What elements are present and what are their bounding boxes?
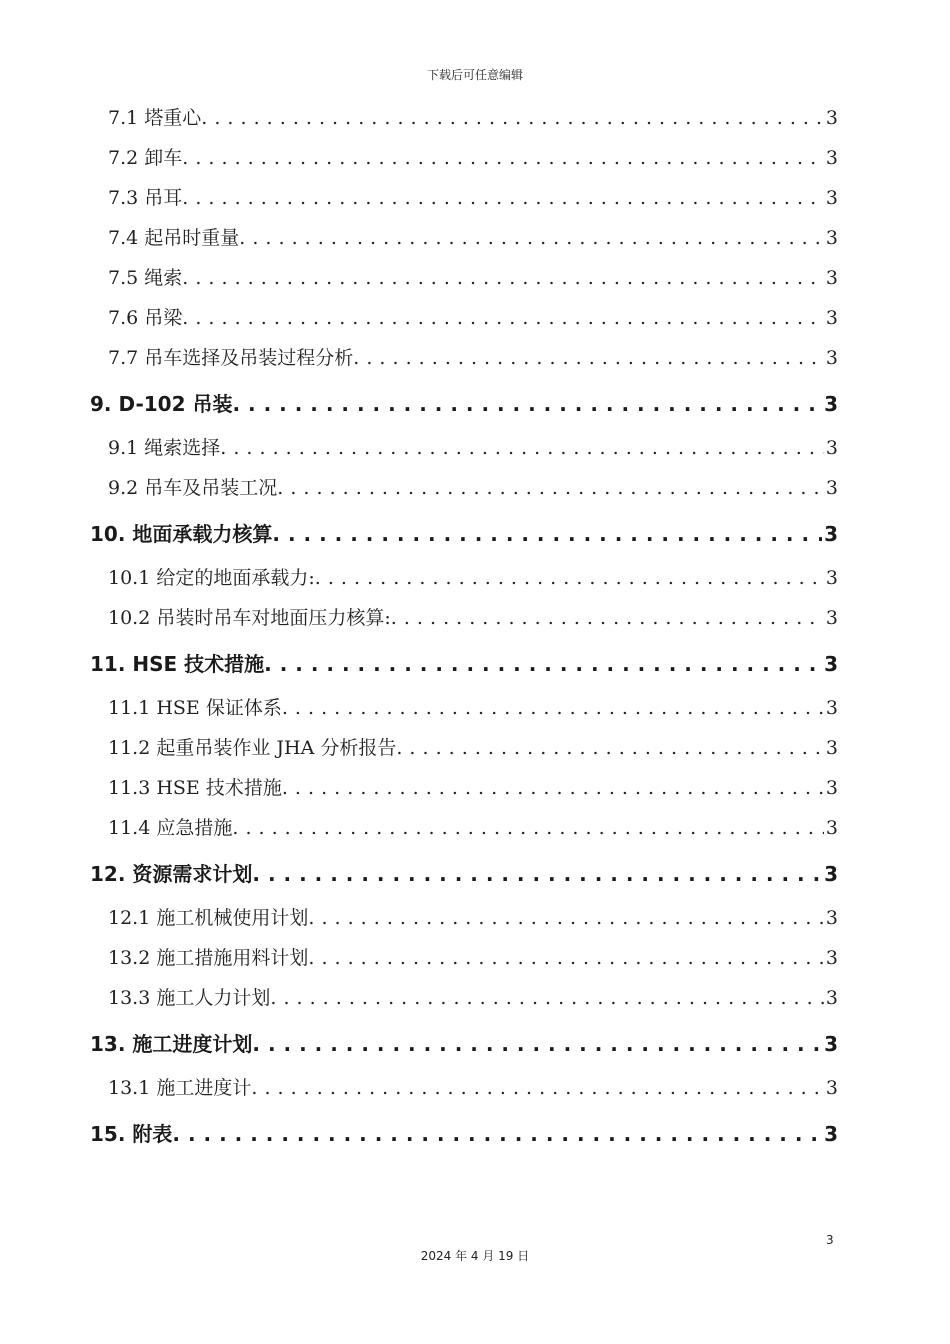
toc-entry-label: 11.2 起重吊装作业 JHA 分析报告 (108, 737, 397, 759)
toc-entry-label: 9.2 吊车及吊装工况 (108, 477, 278, 499)
toc-entry-page: 3 (825, 437, 838, 459)
toc-leader-dots (308, 898, 824, 938)
toc-entry-label: 13.1 施工进度计 (108, 1077, 252, 1099)
toc-subentry[interactable] (90, 938, 838, 978)
toc-leader-dots (391, 598, 824, 638)
toc-subentry[interactable] (90, 298, 838, 338)
toc-entry-page: 3 (824, 522, 838, 546)
toc-leader-dots (308, 938, 824, 978)
toc-entry-page: 3 (825, 1077, 838, 1099)
toc-heading-entry[interactable] (90, 642, 838, 686)
toc-entry-label: 13.2 施工措施用料计划 (108, 947, 309, 969)
toc-leader-dots (272, 512, 822, 556)
toc-entry-page: 3 (824, 1032, 838, 1056)
toc-subentry[interactable] (90, 98, 838, 138)
toc-entry-page: 3 (824, 862, 838, 886)
toc-entry-page: 3 (825, 267, 838, 289)
toc-subentry[interactable] (90, 428, 838, 468)
toc-leader-dots (396, 728, 824, 768)
toc-leader-dots (182, 258, 824, 298)
toc-subentry[interactable] (90, 218, 838, 258)
toc-subentry[interactable] (90, 338, 838, 378)
toc-entry-label: 12. 资源需求计划 (90, 862, 253, 886)
toc-entry-page: 3 (825, 347, 838, 369)
toc-leader-dots (282, 768, 824, 808)
toc-leader-dots (182, 298, 824, 338)
toc-entry-page: 3 (824, 652, 838, 676)
toc-entry-label: 11.1 HSE 保证体系 (108, 697, 282, 719)
toc-leader-dots (182, 138, 824, 178)
toc-entry-label: 11. HSE 技术措施 (90, 652, 265, 676)
toc-heading-entry[interactable] (90, 512, 838, 556)
toc-subentry[interactable] (90, 1068, 838, 1108)
toc-subentry[interactable] (90, 138, 838, 178)
toc-entry-label: 13. 施工进度计划 (90, 1032, 253, 1056)
toc-entry-page: 3 (825, 227, 838, 249)
toc-leader-dots (251, 1068, 824, 1108)
toc-entry-page: 3 (825, 987, 838, 1009)
toc-heading-entry[interactable] (90, 1112, 838, 1156)
toc-subentry[interactable] (90, 768, 838, 808)
toc-entry-label: 12.1 施工机械使用计划 (108, 907, 309, 929)
toc-heading-entry[interactable] (90, 382, 838, 426)
toc-entry-label: 9.1 绳索选择 (108, 437, 221, 459)
toc-entry-label: 7.5 绳索 (108, 267, 183, 289)
toc-leader-dots (220, 428, 824, 468)
toc-subentry[interactable] (90, 258, 838, 298)
toc-entry-page: 3 (825, 947, 838, 969)
toc-entry-label: 11.3 HSE 技术措施 (108, 777, 282, 799)
toc-entry-label: 9. D-102 吊装 (90, 392, 233, 416)
toc-subentry[interactable] (90, 688, 838, 728)
toc-entry-page: 3 (825, 477, 838, 499)
toc-subentry[interactable] (90, 978, 838, 1018)
toc-subentry[interactable] (90, 558, 838, 598)
toc-entry-page: 3 (825, 817, 838, 839)
toc-entry-label: 7.3 吊耳 (108, 187, 183, 209)
toc-entry-page: 3 (825, 607, 838, 629)
toc-entry-page: 3 (824, 1122, 838, 1146)
toc-leader-dots (201, 98, 824, 138)
toc-leader-dots (182, 178, 824, 218)
header-note: 下载后可任意编辑 (426, 68, 523, 82)
toc-leader-dots (252, 852, 822, 896)
toc-entry-page: 3 (825, 777, 838, 799)
toc-leader-dots (264, 642, 822, 686)
toc-entry-label: 7.6 吊梁 (108, 307, 183, 329)
toc-entry-label: 13.3 施工人力计划 (108, 987, 271, 1009)
toc-leader-dots (232, 382, 822, 426)
toc-entry-label: 11.4 应急措施 (108, 817, 233, 839)
footer-date: 2024 年 4 月 19 日 (420, 1249, 530, 1263)
toc-entry-page: 3 (825, 147, 838, 169)
toc-leader-dots (232, 808, 824, 848)
page-number: 3 (826, 1233, 834, 1247)
toc-leader-dots (282, 688, 824, 728)
table-of-contents (90, 98, 838, 1156)
toc-entry-page: 3 (824, 392, 838, 416)
toc-subentry[interactable] (90, 898, 838, 938)
toc-leader-dots (252, 1022, 822, 1066)
toc-heading-entry[interactable] (90, 1022, 838, 1066)
toc-entry-label: 7.4 起吊时重量 (108, 227, 240, 249)
toc-entry-page: 3 (825, 187, 838, 209)
toc-leader-dots (172, 1112, 822, 1156)
toc-entry-label: 7.7 吊车选择及吊装过程分析 (108, 347, 354, 369)
toc-subentry[interactable] (90, 598, 838, 638)
toc-leader-dots (239, 218, 824, 258)
toc-leader-dots (315, 558, 824, 598)
toc-leader-dots (277, 468, 824, 508)
toc-subentry[interactable] (90, 178, 838, 218)
toc-entry-page: 3 (825, 737, 838, 759)
toc-entry-label: 15. 附表 (90, 1122, 173, 1146)
toc-entry-page: 3 (825, 567, 838, 589)
toc-subentry[interactable] (90, 468, 838, 508)
toc-entry-label: 10.2 吊装时吊车对地面压力核算: (108, 607, 391, 629)
toc-entry-label: 10. 地面承载力核算 (90, 522, 273, 546)
toc-entry-page: 3 (825, 107, 838, 129)
toc-entry-page: 3 (825, 907, 838, 929)
toc-leader-dots (353, 338, 824, 378)
toc-entry-label: 7.1 塔重心 (108, 107, 202, 129)
toc-entry-page: 3 (825, 307, 838, 329)
toc-entry-label: 7.2 卸车 (108, 147, 183, 169)
toc-subentry[interactable] (90, 808, 838, 848)
toc-entry-page: 3 (825, 697, 838, 719)
toc-entry-label: 10.1 给定的地面承载力: (108, 567, 315, 589)
toc-heading-entry[interactable] (90, 852, 838, 896)
toc-subentry[interactable] (90, 728, 838, 768)
toc-leader-dots (270, 978, 824, 1018)
